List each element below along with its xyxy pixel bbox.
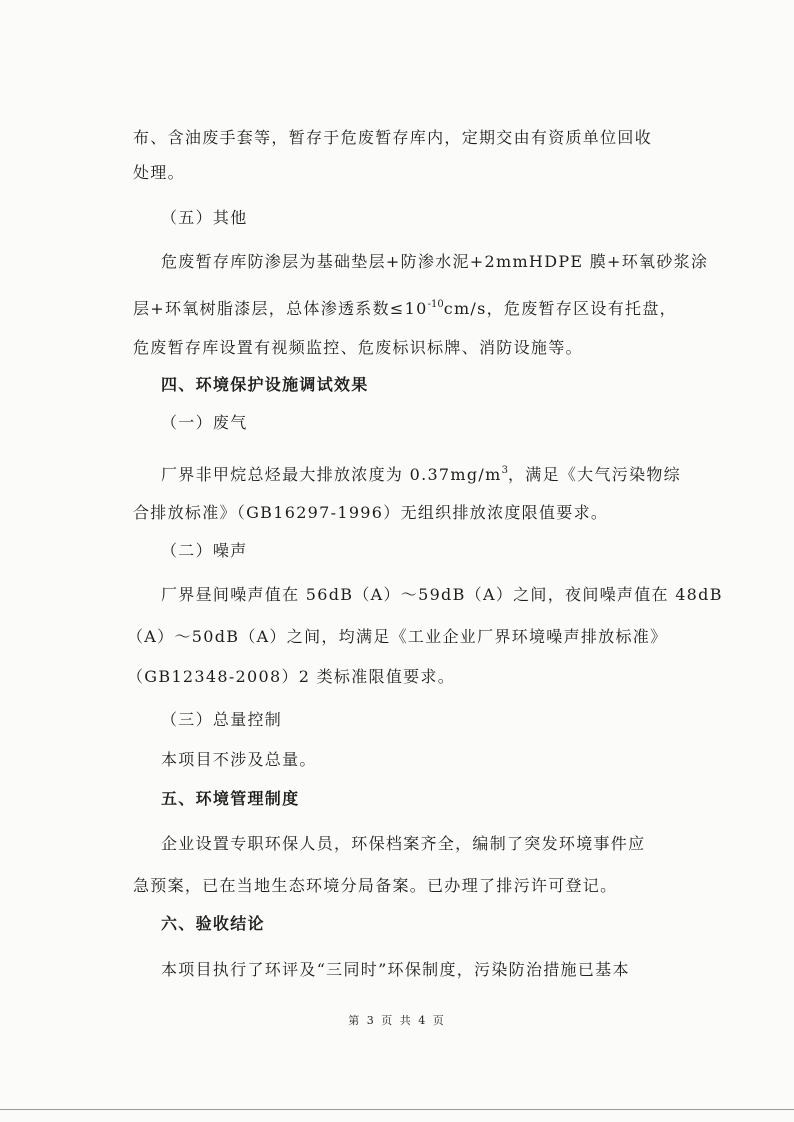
section-heading: 六、验收结论 xyxy=(161,914,265,933)
body-line: 层+环氧树脂漆层，总体渗透系数$\le 10^{-10}cm/s$，危废暂存区设有托盘， xyxy=(133,299,677,318)
section-heading: 五、环境管理制度 xyxy=(161,789,300,808)
body-line: （GB12348-2008）2 类标准限值要求。 xyxy=(127,667,456,686)
body-line: 布、含油废手套等，暂存于危废暂存库内，定期交由有资质单位回收 xyxy=(133,128,653,147)
body-line: 企业设置专职环保人员，环保档案齐全，编制了突发环境事件应 xyxy=(161,834,646,853)
page-number-footer: 第 3 页 共 4 页 xyxy=(348,1014,446,1027)
body-line: 危废暂存库设置有视频监控、危废标识标牌、消防设施等。 xyxy=(133,338,583,357)
superscript: 3 xyxy=(501,465,508,476)
body-line: 本项目执行了环评及“三同时”环保制度，污染防治措施已基本 xyxy=(161,960,630,979)
body-line: 合排放标准》（GB16297-1996）无组织排放浓度限值要求。 xyxy=(133,503,609,522)
superscript: -10 xyxy=(427,299,444,310)
section-subheading: （二）噪声 xyxy=(161,541,248,560)
section-heading: 四、环境保护设施调试效果 xyxy=(161,375,369,394)
body-line: 厂界昼间噪声值在 56dB（A）～59dB（A）之间，夜间噪声值在 48dB xyxy=(161,585,723,604)
section-subheading: （五）其他 xyxy=(161,208,248,227)
section-subheading: （三）总量控制 xyxy=(161,710,283,729)
body-line: 危废暂存库防渗层为基础垫层+防渗水泥+2mmHDPE 膜+环氧砂浆涂 xyxy=(161,252,709,271)
body-line: 厂界非甲烷总烃最大排放浓度为 $0.37mg/m^3$，满足《大气污染物综 xyxy=(161,465,681,484)
body-line: 急预案，已在当地生态环境分局备案。已办理了排污许可登记。 xyxy=(133,876,618,895)
body-line: （A）～50dB（A）之间，均满足《工业企业厂界环境噪声排放标准》 xyxy=(127,627,668,646)
body-line: 本项目不涉及总量。 xyxy=(161,750,317,769)
section-subheading: （一）废气 xyxy=(161,413,248,432)
body-line: 处理。 xyxy=(133,163,185,182)
scan-edge-line xyxy=(0,1109,794,1110)
